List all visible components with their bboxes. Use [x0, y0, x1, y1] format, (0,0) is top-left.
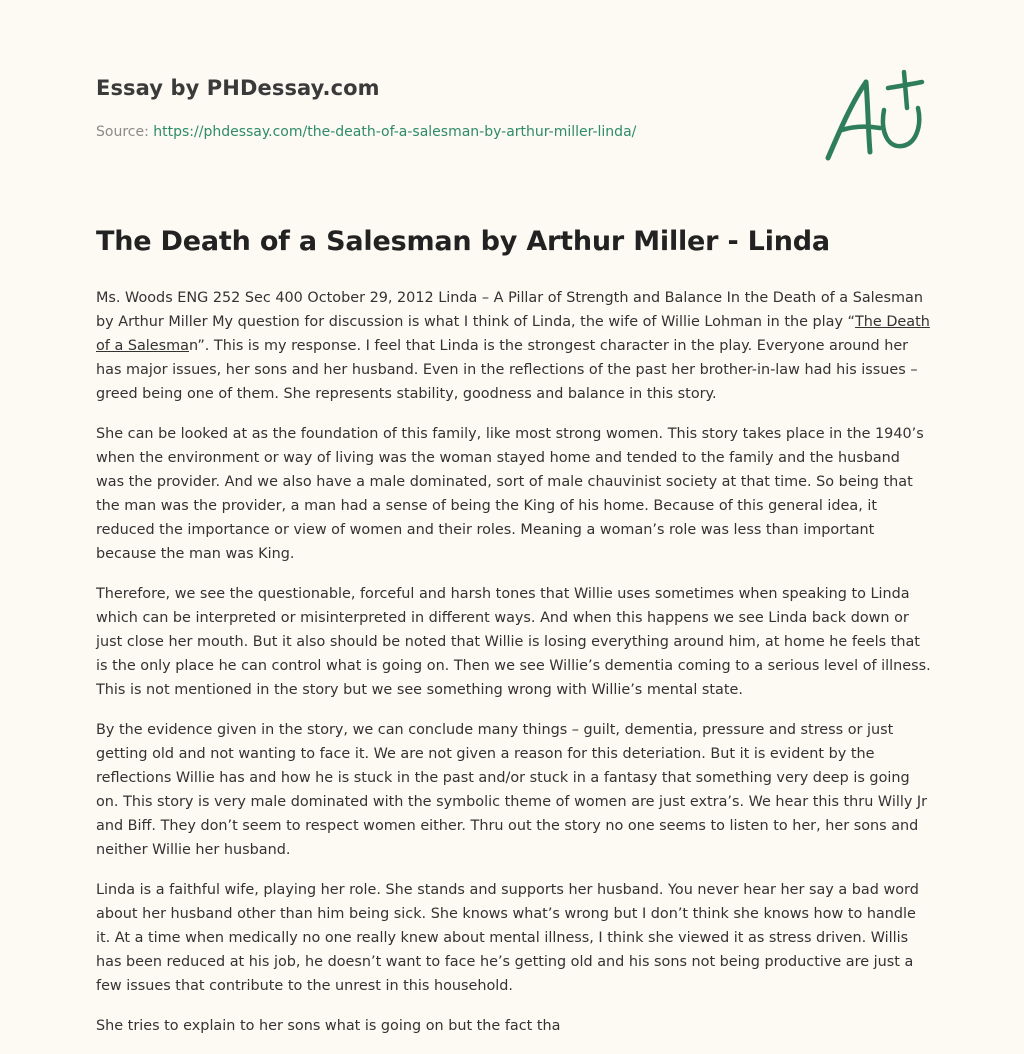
paragraph-1: Ms. Woods ENG 252 Sec 400 October 29, 2012 Linda – A Pillar of Strength and Balance In the Death of a Salesman by Arthur Miller My question for discussion is what I think of Linda, the wife of Willie Lohman in the play “The Death of a Salesman”. This is my response. I feel that Linda is the strongest character in the play. Everyone around her has major issues, her sons and her husband. Even in the reflections of the past her brother-in-law had his issues – greed being one of them. She represents stability, goodness and balance in this story.	[96, 290, 930, 402]
essay-title: The Death of a Salesman by Arthur Miller - Linda	[96, 226, 830, 257]
source-link[interactable]: https://phdessay.com/the-death-of-a-salesman-by-arthur-miller-linda/	[153, 124, 637, 140]
paragraph-3: Therefore, we see the questionable, forceful and harsh tones that Willie uses sometimes when speaking to Linda which can be interpreted or misinterpreted in different ways. And when this happens we see Linda back down or just close her mouth. But it also should be noted that Willie is losing everything around him, at home he feels that is the only place he can control what is going on. Then we see Willie’s dementia coming to a serious level of illness. This is not mentioned in the story but we see something wrong with Willie’s mental state.	[96, 586, 931, 698]
essay-body	[96, 286, 932, 1054]
site-header	[96, 76, 796, 140]
paragraph-2: She can be looked at as the foundation of this family, like most strong women. This story takes place in the 1940’s when the environment or way of living was the woman stayed home and tended to the family and the husband was the provider. And we also have a male dominated, sort of male chauvinist society at that time. So being that the man was the provider, a man had a sense of being the King of his home. Because of this general idea, it reduced the importance or view of women and their roles. Meaning a woman’s role was less than important because the man was King.	[96, 426, 924, 562]
paragraph-4: By the evidence given in the story, we can conclude many things – guilt, dementia, pressure and stress or just getting old and not wanting to face it. We are not given a reason for this deteriation. But it is evident by the reflections Willie has and how he is stuck in the past and/or stuck in a fantasy that something very deep is going on. This story is very male dominated with the symbolic theme of women are just extra’s. We hear this thru Willy Jr and Biff. They don’t seem to respect women either. Thru out the story no one seems to listen to her, her sons and neither Willie her husband.	[96, 722, 928, 858]
site-title: Essay by PHDessay.com	[96, 76, 380, 100]
play-title-link[interactable]: The Death of a Salesma	[96, 314, 930, 354]
paragraph-5: Linda is a faithful wife, playing her role. She stands and supports her husband. You never hear her say a bad word about her husband other than him being sick. She knows what’s wrong but I don’t think she knows how to handle it. At a time when medically no one really knew about mental illness, I think she viewed it as stress driven. Willis has been reduced at his job, he doesn’t want to face he’s getting old and his sons not being productive are just a few issues that contribute to the unrest in this household.	[96, 882, 919, 994]
source-line	[96, 124, 796, 140]
a-plus-logo-icon	[818, 66, 930, 166]
paragraph-6: She tries to explain to her sons what is going on but the fact tha	[96, 1018, 561, 1034]
source-label: Source:	[96, 124, 149, 140]
